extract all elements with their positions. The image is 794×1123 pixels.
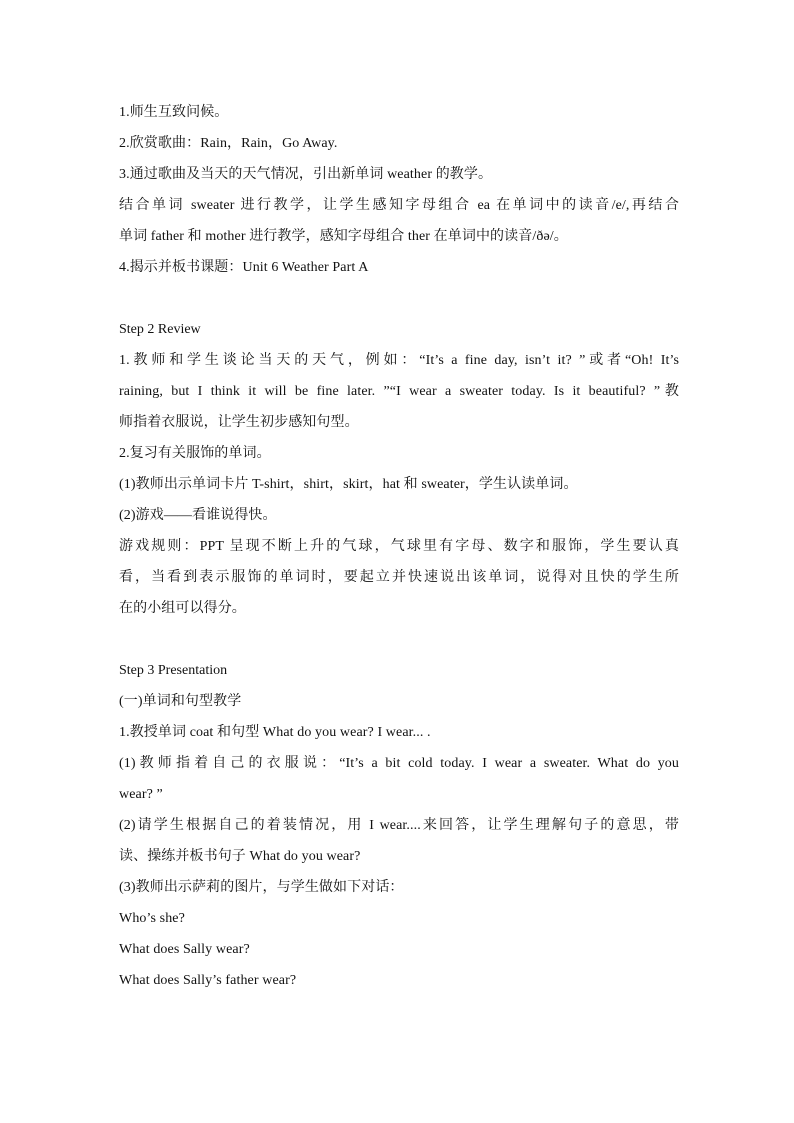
step3-sub1-line-1: (1)教师指着自己的衣服说：“It’s a bit cold today. I wear a sweater. What do you (119, 756, 679, 771)
dialog-line-2: What does Sally wear? (119, 942, 250, 957)
step3-sub2-line-2: 读、操练并板书句子 What do you wear? (119, 849, 361, 864)
step2-sub2: (2)游戏——看谁说得快。 (119, 508, 277, 523)
step2-heading: Step 2 Review (119, 322, 201, 337)
step1-item4: 4.揭示并板书课题：Unit 6 Weather Part A (119, 260, 369, 275)
step1-item3: 3.通过歌曲及当天的天气情况，引出新单词 weather 的教学。 (119, 167, 493, 182)
step3-item1: 1.教授单词 coat 和句型 What do you wear? I wear... . (119, 725, 431, 740)
step1-paragraph-line-2: 单词 father 和 mother 进行教学，感知字母组合 ther 在单词中的读音/ðə/。 (119, 229, 568, 244)
dialog-line-1: Who’s she? (119, 911, 185, 926)
step2-item1-line-1: 1.教师和学生谈论当天的天气，例如：“It’s a fine day, isn’t it? ”或者“Oh! It’s (119, 353, 679, 368)
dialog-line-3: What does Sally’s father wear? (119, 973, 297, 988)
step2-rule-line-2: 看，当看到表示服饰的单词时，要起立并快速说出该单词，说得对且快的学生所 (119, 570, 679, 585)
step1-item1: 1.师生互致问候。 (119, 105, 229, 120)
step3-heading: Step 3 Presentation (119, 663, 228, 678)
step1-paragraph-line-1: 结合单词 sweater 进行教学，让学生感知字母组合 ea 在单词中的读音/e/,再结合 (119, 198, 679, 213)
step3-section1: (一)单词和句型教学 (119, 694, 242, 709)
spacer (119, 283, 679, 314)
step1-item2: 2.欣赏歌曲：Rain，Rain，Go Away. (119, 136, 338, 151)
step3-sub3: (3)教师出示萨莉的图片，与学生做如下对话： (119, 880, 404, 895)
step2-item2: 2.复习有关服饰的单词。 (119, 446, 271, 461)
step2-item1-line-3: 师指着衣服说，让学生初步感知句型。 (119, 415, 359, 430)
spacer (119, 624, 679, 655)
step3-sub1-line-2: wear? ” (119, 787, 163, 802)
step2-rule-line-1: 游戏规则：PPT 呈现不断上升的气球，气球里有字母、数字和服饰，学生要认真 (119, 539, 679, 554)
step3-sub2-line-1: (2)请学生根据自己的着装情况，用 I wear....来回答，让学生理解句子的意思，带 (119, 818, 679, 833)
step2-item1-line-2: raining, but I think it will be fine later. ”“I wear a sweater today. Is it beautiful? ”教 (119, 384, 679, 399)
document-page (119, 97, 679, 996)
step2-rule-line-3: 在的小组可以得分。 (119, 601, 246, 616)
step2-sub1: (1)教师出示单词卡片 T-shirt，shirt，skirt，hat 和 sweater，学生认读单词。 (119, 477, 578, 492)
